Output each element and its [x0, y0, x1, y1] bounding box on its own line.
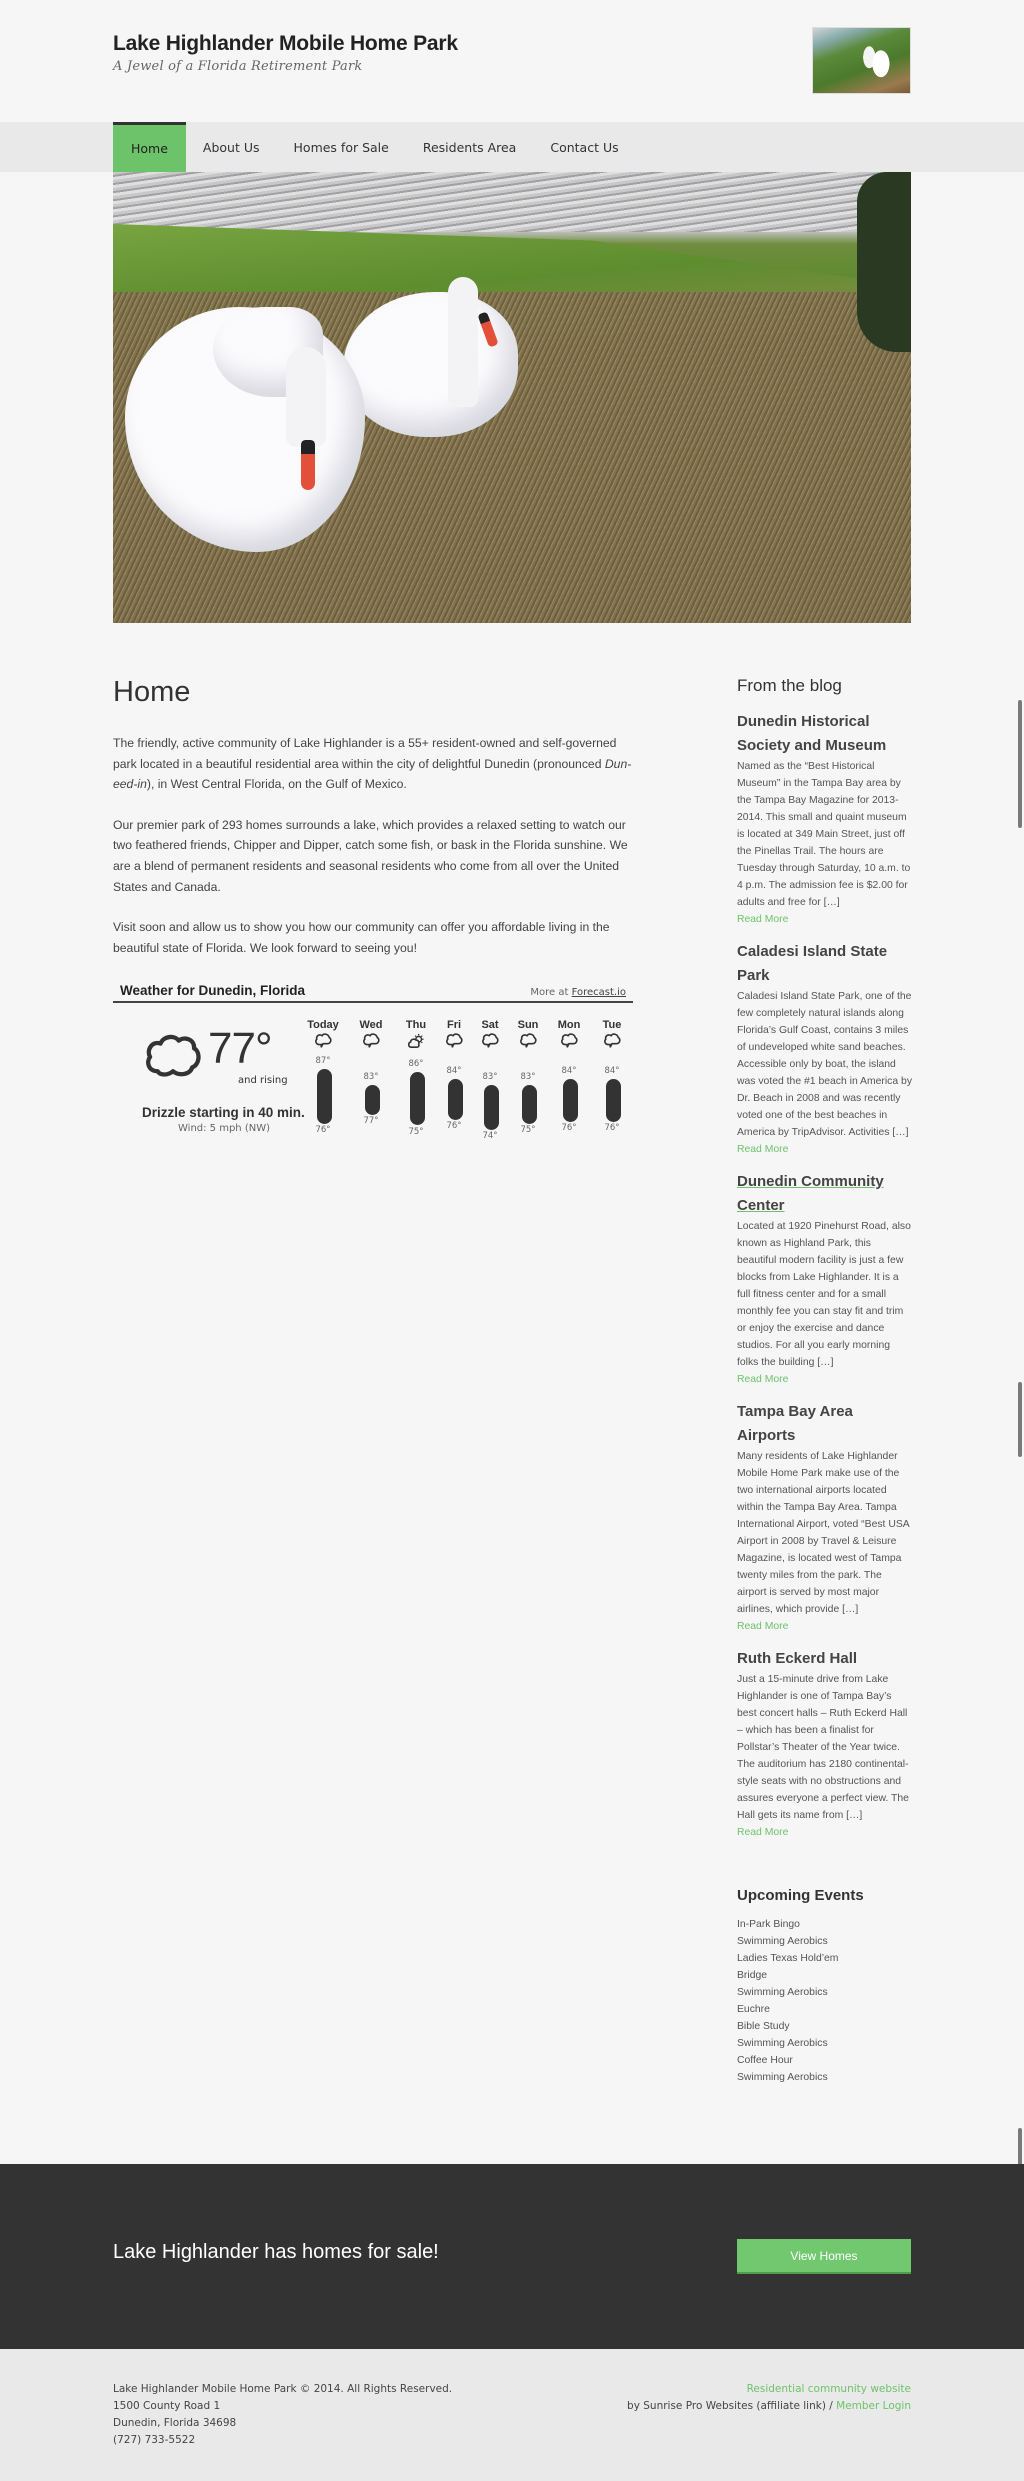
- forecast-day: [396, 1019, 436, 1137]
- day-name: Sun: [517, 1019, 539, 1031]
- residential-website-link[interactable]: Residential community website: [746, 2383, 911, 2395]
- intro-text-end: ), in West Central Florida, on the Gulf of Mexico.: [146, 777, 407, 792]
- wind-info: Wind: 5 mph (NW): [178, 1123, 270, 1134]
- park-paragraph: Our premier park of 293 homes surrounds a lake, which provides a relaxed setting to watch our two feathered friends, Chipper and Dipper, catch some fish, or bask in the Florida sunshine. We are a blend of permanent residents and seasonal residents who come from all over the United States and Canada.: [113, 817, 628, 894]
- post-excerpt: Many residents of Lake Highlander Mobile Home Park make use of the two international airports located within the Tampa Bay Area. Tampa International Airport, voted “Best USA Airport in 2008 by Travel & Leisure Magazine, is located west of Tampa twenty miles from the park. The airport is served by most major airlines, which provide […]: [737, 1451, 910, 1615]
- day-name: Wed: [359, 1019, 383, 1031]
- nav-item-contact-us[interactable]: Contact Us: [550, 139, 619, 155]
- events-list: [737, 1916, 912, 2086]
- weather-header: [113, 983, 633, 1003]
- post-excerpt: Caladesi Island State Park, one of the few completely natural islands along Florida’s Gulf Coast, contains 3 miles of undeveloped white sand beaches. Accessible only by boat, the island was voted the #1 beach in America by Dr. Beach in 2008 and was recently voted one of the best beaches in America by TripAdvisor. Activities […]: [737, 991, 913, 1138]
- swan-back: [343, 292, 518, 437]
- forecast-day: [303, 1019, 343, 1135]
- forecast-day: [592, 1019, 632, 1133]
- swan-back-neck: [448, 277, 478, 407]
- event-item[interactable]: Euchre: [737, 2004, 770, 2015]
- post-title[interactable]: Ruth Eckerd Hall: [737, 1650, 858, 1667]
- cta-text: Lake Highlander has homes for sale!: [113, 2241, 439, 2263]
- intro-paragraph: [113, 733, 633, 795]
- nav-item-home[interactable]: Home: [113, 122, 186, 172]
- day-high: 86°: [408, 1059, 424, 1069]
- temp-range-bar: [448, 1079, 463, 1120]
- nav-list: [113, 122, 636, 172]
- event-item[interactable]: Bridge: [737, 1970, 768, 1981]
- post-excerpt: Just a 15-minute drive from Lake Highlander is one of Tampa Bay’s best concert halls – Ruth Eckerd Hall – which has been a finalist for Pollstar’s Theater of the Year twice. The auditorium has 2180 continental-style seats with no obstructions and assures everyone a perfect view. The Hall gets its name from […]: [737, 1674, 909, 1821]
- nav-item-homes-for-sale[interactable]: Homes for Sale: [293, 139, 389, 155]
- site-tagline: A Jewel of a Florida Retirement Park: [113, 59, 363, 74]
- phone-number: (727) 733-5522: [113, 2434, 196, 2446]
- events-widget-title: Upcoming Events: [737, 1887, 864, 1904]
- read-more-link[interactable]: Read More: [737, 1621, 789, 1632]
- day-high: 83°: [363, 1072, 379, 1082]
- forecast-day: [549, 1019, 589, 1133]
- post-title[interactable]: Caladesi Island State Park: [737, 943, 888, 984]
- cloud-icon: [144, 1033, 202, 1077]
- day-name: Tue: [602, 1019, 622, 1031]
- day-low: 76°: [315, 1125, 331, 1135]
- rain-cloud-icon: [560, 1033, 578, 1049]
- address-city: Dunedin, Florida 34698: [113, 2417, 237, 2429]
- read-more-link[interactable]: Read More: [737, 1374, 789, 1385]
- event-item[interactable]: Bible Study: [737, 2021, 790, 2032]
- blog-widget-title: From the blog: [737, 676, 842, 695]
- event-item[interactable]: Ladies Texas Hold’em: [737, 1953, 839, 1964]
- blog-post: [737, 940, 912, 1158]
- forecast-day: [470, 1019, 510, 1141]
- visit-paragraph: Visit soon and allow us to show you how our community can offer you affordable living in the beautiful state of Florida. We look forward to seeing you!: [113, 920, 610, 955]
- scrollbar-thumb[interactable]: [1018, 1382, 1022, 1457]
- day-name: Fri: [446, 1019, 462, 1031]
- blog-post: [737, 1400, 912, 1635]
- day-high: 87°: [315, 1056, 331, 1066]
- hero-bush: [857, 172, 911, 352]
- footer-contact: [113, 2381, 452, 2449]
- day-name: Thu: [405, 1019, 427, 1031]
- partly-cloudy-icon: [407, 1033, 425, 1049]
- swan-front-neck: [286, 347, 326, 447]
- post-excerpt: Named as the “Best Historical Museum” in the Tampa Bay area by the Tampa Bay Magazine for 2013-2014. This small and quaint museum is located at 349 Main Street, just off the Pinellas Trail. The hours are Tuesday through Saturday, 10 a.m. to 4 p.m. The admission fee is $2.00 for adults and free for […]: [737, 761, 911, 908]
- temp-range-bar: [410, 1072, 425, 1125]
- day-high: 84°: [604, 1066, 620, 1076]
- site-header: [0, 0, 1024, 122]
- address-street: 1500 County Road 1: [113, 2400, 221, 2412]
- pronunciation: Dun-eed-in: [113, 756, 632, 792]
- blog-post: [737, 710, 912, 928]
- day-low: 76°: [561, 1123, 577, 1133]
- day-low: 76°: [446, 1121, 462, 1131]
- event-item[interactable]: Swimming Aerobics: [737, 2038, 828, 2049]
- temp-range-bar: [317, 1069, 332, 1124]
- post-title[interactable]: Dunedin Community Center: [737, 1173, 884, 1214]
- homes-for-sale-banner: [0, 2164, 1024, 2349]
- rain-cloud-icon: [603, 1033, 621, 1049]
- day-high: 83°: [520, 1072, 536, 1082]
- page-title: Home: [113, 676, 191, 708]
- read-more-link[interactable]: Read More: [737, 1827, 789, 1838]
- blog-post: [737, 1647, 912, 1841]
- event-item[interactable]: Coffee Hour: [737, 2055, 793, 2066]
- view-homes-button[interactable]: View Homes: [737, 2239, 911, 2274]
- nav-item-about-us[interactable]: About Us: [202, 139, 260, 155]
- site-footer: [0, 2349, 1024, 2481]
- credit-text: by Sunrise Pro Websites (affiliate link) /: [627, 2400, 837, 2412]
- day-low: 75°: [408, 1127, 424, 1137]
- hero-image: [113, 172, 911, 623]
- swan-front-beak: [301, 440, 315, 490]
- temp-trend: and rising: [238, 1075, 288, 1086]
- weather-summary: Drizzle starting in 40 min.: [142, 1105, 305, 1120]
- member-login-link[interactable]: Member Login: [836, 2400, 911, 2412]
- main-content: [113, 676, 633, 978]
- nav-item-residents-area[interactable]: Residents Area: [422, 139, 517, 155]
- weather-more-prefix: More at: [530, 987, 572, 998]
- temp-range-bar: [522, 1085, 537, 1124]
- forecast-days: [303, 1019, 633, 1149]
- footer-credits: [627, 2381, 911, 2415]
- event-item[interactable]: Swimming Aerobics: [737, 1936, 828, 1947]
- day-low: 76°: [604, 1123, 620, 1133]
- day-low: 77°: [363, 1116, 379, 1126]
- day-high: 84°: [446, 1066, 462, 1076]
- current-temp: 77°: [208, 1024, 272, 1073]
- read-more-link[interactable]: Read More: [737, 1144, 789, 1155]
- main-nav: [0, 122, 1024, 172]
- event-item[interactable]: Swimming Aerobics: [737, 2072, 828, 2083]
- forecast-day: [351, 1019, 391, 1126]
- post-excerpt: Located at 1920 Pinehurst Road, also known as Highland Park, this beautiful modern facility is just a few blocks from Lake Highlander. It is a full fitness center and for a small monthly fee you can stay fit and trim or enjoy the exercise and dance studios. For all you early morning folks the building […]: [737, 1221, 911, 1368]
- temp-range-bar: [365, 1085, 380, 1115]
- post-title[interactable]: Tampa Bay Area Airports: [737, 1403, 853, 1444]
- day-name: Today: [307, 1019, 339, 1031]
- day-low: 75°: [520, 1125, 536, 1135]
- rain-cloud-icon: [445, 1033, 463, 1049]
- day-high: 84°: [561, 1066, 577, 1076]
- rain-cloud-icon: [362, 1033, 380, 1049]
- sidebar: [737, 676, 912, 2086]
- forecast-day: [434, 1019, 474, 1131]
- rain-cloud-icon: [481, 1033, 499, 1049]
- intro-text: The friendly, active community of Lake Highlander is a 55+ resident-owned and self-governed park located in a beautiful residential area within the city of delightful Dunedin (pronounced: [113, 736, 617, 771]
- event-item[interactable]: Swimming Aerobics: [737, 1987, 828, 1998]
- forecast-io-link[interactable]: Forecast.io: [571, 987, 626, 998]
- day-name: Sat: [481, 1019, 499, 1031]
- rain-cloud-icon: [519, 1033, 537, 1049]
- post-title[interactable]: Dunedin Historical Society and Museum: [737, 713, 887, 754]
- weather-more: [530, 987, 626, 998]
- site-title[interactable]: Lake Highlander Mobile Home Park: [113, 32, 458, 55]
- temp-range-bar: [606, 1079, 621, 1122]
- event-item[interactable]: In-Park Bingo: [737, 1919, 800, 1930]
- forecast-day: [508, 1019, 548, 1135]
- copyright: Lake Highlander Mobile Home Park © 2014. All Rights Reserved.: [113, 2383, 453, 2395]
- weather-widget: [113, 983, 633, 1143]
- read-more-link[interactable]: Read More: [737, 914, 789, 925]
- blog-post: [737, 1170, 912, 1388]
- hero-water: [113, 172, 911, 232]
- weather-title: Weather for Dunedin, Florida: [120, 983, 306, 998]
- day-name: Mon: [557, 1019, 581, 1031]
- temp-range-bar: [484, 1085, 499, 1130]
- day-low: 74°: [482, 1131, 498, 1141]
- rain-cloud-icon: [314, 1033, 332, 1049]
- day-high: 83°: [482, 1072, 498, 1082]
- header-logo-image[interactable]: [812, 27, 911, 94]
- scrollbar-thumb[interactable]: [1018, 700, 1022, 828]
- temp-range-bar: [563, 1079, 578, 1122]
